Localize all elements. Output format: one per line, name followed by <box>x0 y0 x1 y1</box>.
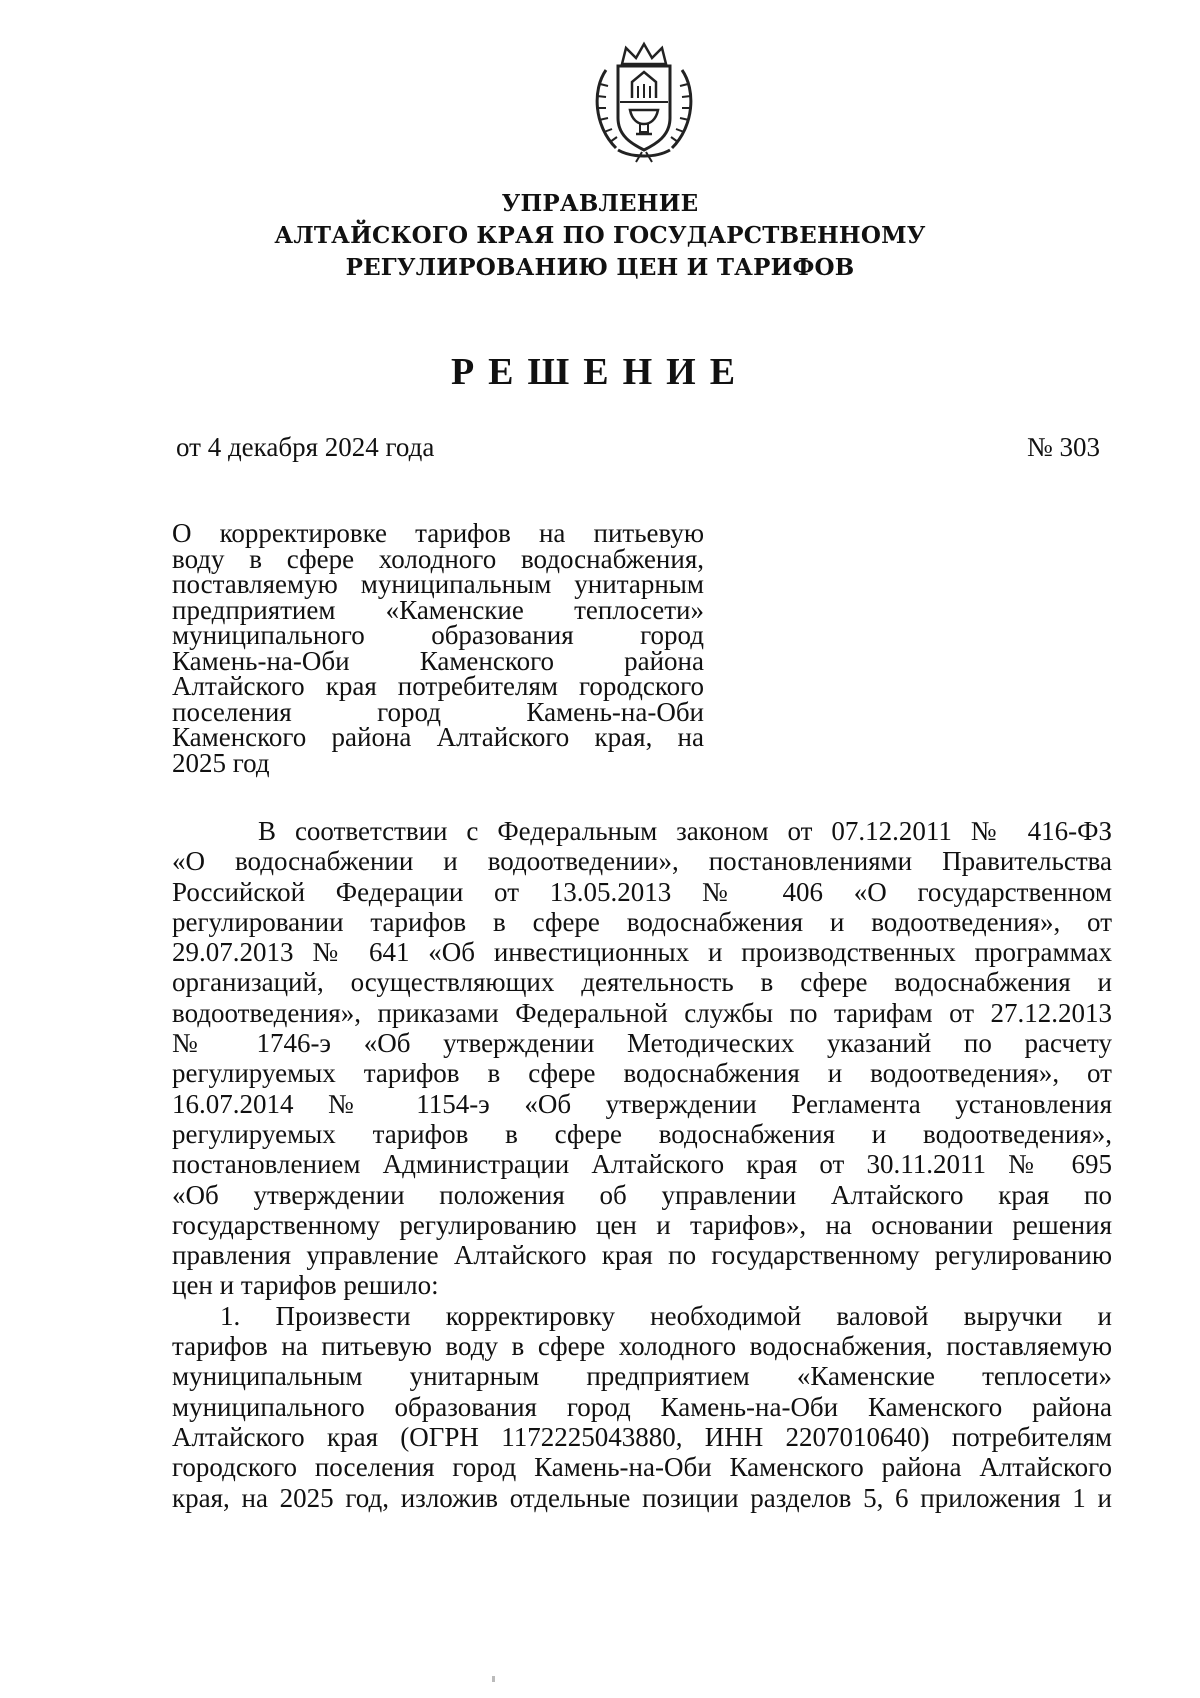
subject-line: предприятием «Каменские теплосети» <box>172 594 704 625</box>
body-line: 1. Произвести корректировку необходимой валовой выручки и <box>220 1300 1112 1331</box>
org-line-1: УПРАВЛЕНИЕ <box>501 190 699 217</box>
subject-line: Каменского района Алтайского края, на <box>172 722 704 752</box>
subject-line: поселения город Камень-на-Оби <box>172 696 704 727</box>
body-line: 16.07.2014 № 1154-э «Об утверждении Регламента установления <box>172 1088 1112 1119</box>
subject-line: О корректировке тарифов на питьевую <box>172 518 704 548</box>
body-line: муниципального образования город Камень-на-Оби Каменского района <box>172 1391 1112 1422</box>
subject-line: Алтайского края потребителям городского <box>172 671 704 701</box>
document-type-title: РЕШЕНИЕ <box>450 351 750 393</box>
body-line: Российской Федерации от 13.05.2013 № 406 «О государственном <box>172 876 1112 907</box>
body-line: края, на 2025 год, изложив отдельные позиции разделов 5, 6 приложения 1 и <box>172 1482 1112 1513</box>
org-line-2: АЛТАЙСКОГО КРАЯ ПО ГОСУДАРСТВЕННОМУ <box>274 222 926 249</box>
subject-line: муниципального образования город <box>172 620 704 650</box>
body-line: регулируемых тарифов в сфере водоснабжения и водоотведения», от <box>172 1058 1112 1089</box>
body-line: тарифов на питьевую воду в сфере холодного водоснабжения, поставляемую <box>172 1331 1112 1362</box>
decision-subject <box>172 518 704 778</box>
body-line: Алтайского края (ОГРН 1172225043880, ИНН 2207010640) потребителям <box>172 1421 1112 1452</box>
body-line: «Об утверждении положения об управлении Алтайского края по <box>172 1179 1112 1210</box>
org-line-3: РЕГУЛИРОВАНИЮ ЦЕН И ТАРИФОВ <box>345 254 855 281</box>
body-line: цен и тарифов решило: <box>172 1270 439 1301</box>
body-line: водоотведения», приказами Федеральной службы по тарифам от 27.12.2013 <box>172 997 1112 1028</box>
body-line: постановлением Администрации Алтайского края от 30.11.2011 № 695 <box>172 1149 1112 1180</box>
subject-line: воду в сфере холодного водоснабжения, <box>172 543 704 574</box>
subject-line: Камень-на-Оби Каменского района <box>172 645 704 676</box>
body-line: № 1746-э «Об утверждении Методических указаний по расчету <box>172 1028 1112 1059</box>
document-number: № 303 <box>1026 432 1100 462</box>
body-line: регулируемых тарифов в сфере водоснабжения и водоотведения», <box>172 1118 1112 1149</box>
subject-line: поставляемую муниципальным унитарным <box>172 569 704 599</box>
organization-heading <box>0 188 1200 284</box>
body-line: организаций, осуществляющих деятельность в сфере водоснабжения и <box>172 967 1112 998</box>
decision-body <box>172 816 1112 1513</box>
altai-krai-coat-of-arms-icon <box>586 40 702 164</box>
subject-line: 2025 год <box>172 747 270 778</box>
body-line: «О водоснабжении и водоотведении», постановлениями Правительства <box>172 846 1112 877</box>
body-line: муниципальным унитарным предприятием «Каменские теплосети» <box>172 1361 1112 1392</box>
body-line: городского поселения город Камень-на-Оби Каменского района Алтайского <box>172 1452 1112 1483</box>
body-line: регулировании тарифов в сфере водоснабжения и водоотведения», от <box>172 906 1112 937</box>
body-line: В соответствии с Федеральным законом от 07.12.2011 № 416-ФЗ <box>258 816 1112 846</box>
body-line: 29.07.2013 № 641 «Об инвестиционных и производственных программах <box>172 937 1112 968</box>
scan-speck <box>492 1676 495 1682</box>
document-date: от 4 декабря 2024 года <box>176 432 435 462</box>
body-line: правления управление Алтайского края по государственному регулированию <box>172 1240 1112 1271</box>
body-line: государственному регулированию цен и тарифов», на основании решения <box>172 1209 1112 1240</box>
